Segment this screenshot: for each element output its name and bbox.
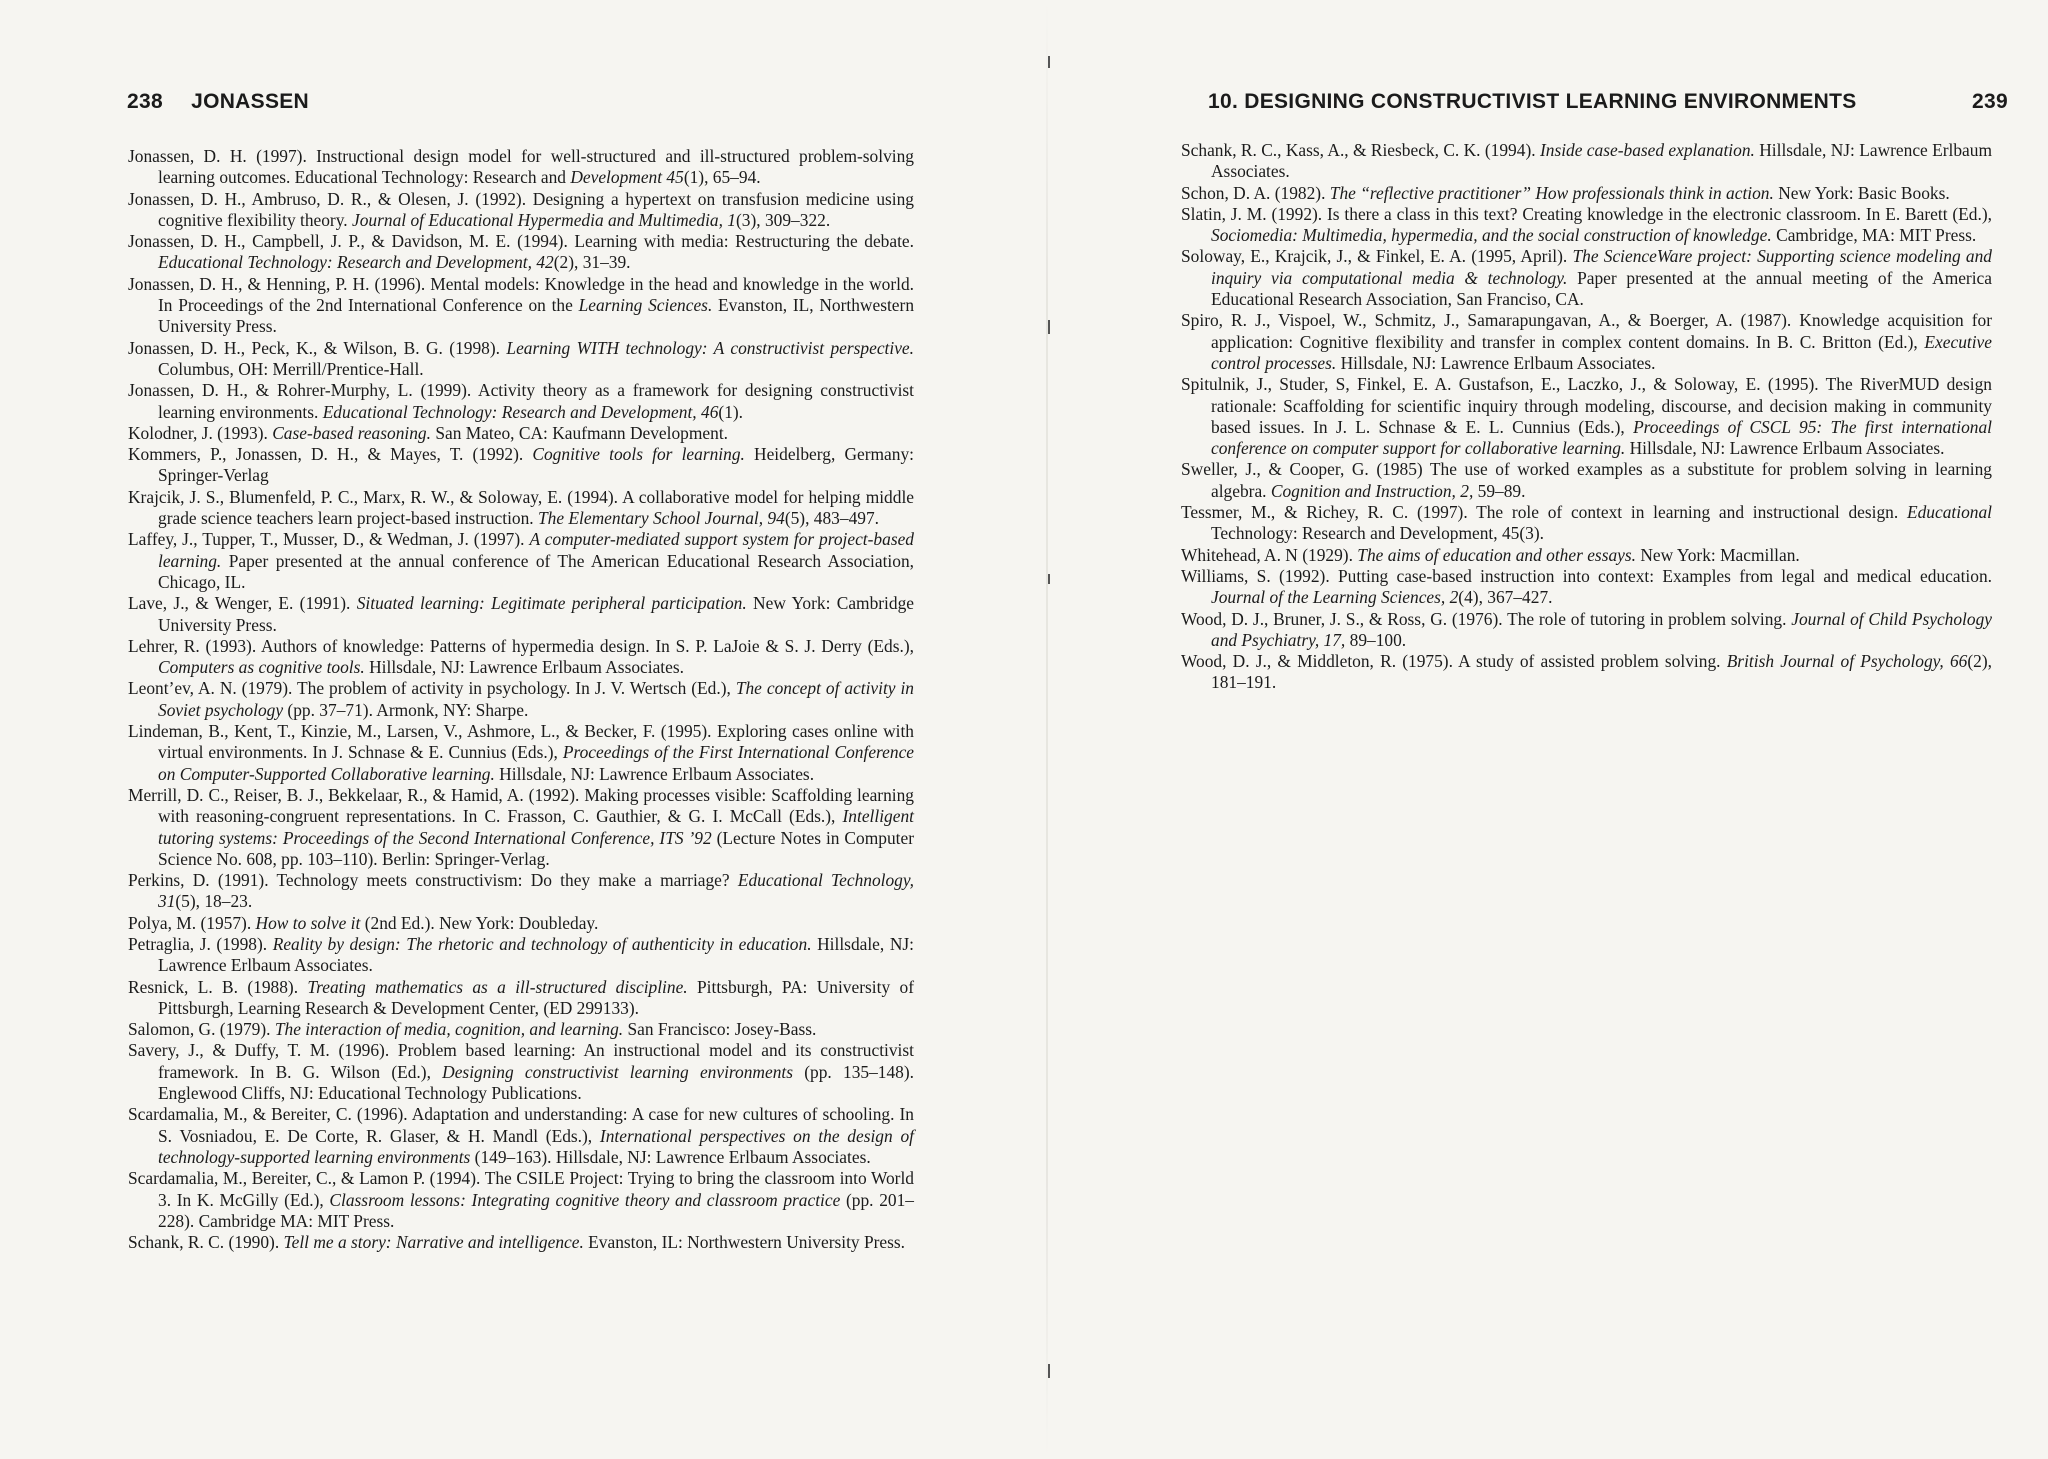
reference-text: Paper presented at the annual conference of The American Educational Research Association, Chicago, IL. [158,550,914,592]
reference-italic-text: Treating mathematics as a ill-structured discipline. [307,976,688,997]
reference-text: Slatin, J. M. (1992). Is there a class in this text? Creating knowledge in the electronic classroom. In E. Barett (Ed.), [1181,203,1992,224]
reference-italic-text: Classroom lessons: Integrating cognitive theory and classroom practice [329,1189,841,1210]
reference-text: Hillsdale, NJ: Lawrence Erlbaum Associates. [1211,140,1992,182]
reference-italic-text: Cognition and Instruction, 2, [1270,480,1474,501]
reference-text: (1). [718,401,744,422]
reference-italic-text: Inside case-based explanation. [1539,140,1755,160]
reference-text: Jonassen, D. H., & Henning, P. H. (1996). Mental models: Knowledge in the head and knowledge in the world. In Proceedings of the 2nd International Conference on the [128,273,914,316]
reference-italic-text: International perspectives on the design of technology-supported learning environments [158,1125,914,1167]
reference-italic-text: Educational [1906,502,1992,523]
reference-text: Savery, J., & Duffy, T. M. (1996). Problem based learning: An instructional model and its constructivist framework. In B. G. Wilson (Ed.), [128,1040,914,1082]
reference-entry [1181,651,1992,694]
reference-italic-text: The “reflective practitioner” How professionals think in action. [1329,182,1774,203]
reference-entry [128,785,914,870]
reference-text: Paper presented at the annual meeting of the America Educational Research Association, San Franciso, CA. [1211,267,1992,310]
reference-text: Schank, R. C., Kass, A., & Riesbeck, C. K. (1994). [1181,140,1540,160]
reference-text: (2nd Ed.). New York: Doubleday. [360,912,599,933]
reference-italic-text: Development 45 [570,167,684,188]
reference-text: Laffey, J., Tupper, T., Musser, D., & Wedman, J. (1997). [128,529,530,550]
reference-text: Tessmer, M., & Richey, R. C. (1997). The role of context in learning and instructional design. [1181,502,1907,523]
reference-italic-text: Reality by design: The rhetoric and technology of authenticity in education. [272,933,812,954]
reference-entry [1181,545,1992,566]
reference-italic-text: The concept of activity in Soviet psychology [158,678,914,720]
reference-text: Jonassen, D. H., Ambruso, D. R., & Olesen, J. (1992). Designing a hypertext on transfusion medicine using cognitive flexibility theory. [128,188,914,230]
reference-text: Pittsburgh, PA: University of Pittsburgh, Learning Research & Development Center, (ED 299133). [158,976,914,1018]
reference-entry [128,380,914,423]
reference-text: Merrill, D. C., Reiser, B. J., Bekkelaar, R., & Hamid, A. (1992). Making processes visible: Scaffolding learning with reasoning-congruent representations. In C. Frasson, C. Gauthier, & G. I. McCall (Eds.), [128,784,914,827]
reference-text: Heidelberg, Germany: Springer-Verlag [158,444,914,486]
reference-text: Schank, R. C. (1990). [128,1232,284,1253]
reference-entry [128,593,914,636]
running-header [1208,90,2008,114]
reference-entry [128,977,914,1020]
reference-text: Jonassen, D. H., & Rohrer-Murphy, L. (1999). Activity theory as a framework for designing constructivist learning environments. [128,380,914,422]
reference-italic-text: Cognitive tools for learning. [532,444,745,465]
reference-entry [128,870,914,913]
running-head: 10. DESIGNING CONSTRUCTIVIST LEARNING ENVIRONMENTS [1208,90,1857,113]
reference-italic-text: British Journal of Psychology, 66 [1726,651,1968,672]
reference-entry [128,678,914,721]
reference-text: (4), 367–427. [1458,587,1553,608]
reference-text: Kolodner, J. (1993). [128,422,273,443]
reference-italic-text: A computer-mediated support system for project-based learning. [158,529,914,571]
reference-text: Polya, M. (1957). [128,912,256,933]
reference-entry [1181,502,1992,545]
reference-entry [1181,310,1992,374]
reference-italic-text: Educational Technology: Research and Development, 46 [322,401,719,422]
reference-text: Hillsdale, NJ: Lawrence Erlbaum Associates. [1625,438,1945,459]
reference-text: Hillsdale, NJ: Lawrence Erlbaum Associates. [364,657,684,678]
reference-text: (5), 483–497. [784,508,880,529]
reference-text: Petraglia, J. (1998). [128,933,273,954]
reference-text: Hillsdale, NJ: Lawrence Erlbaum Associates. [494,763,815,784]
reference-text: Jonassen, D. H., Peck, K., & Wilson, B. G. (1998). [128,337,507,358]
reference-entry [128,231,914,274]
reference-text: Schon, D. A. (1982). [1181,182,1330,203]
reference-text: Scardamalia, M., & Bereiter, C. (1996). Adaptation and understanding: A case for new cultures of schooling. In S. Vosniadou, E. De Corte, R. Glaser, & H. Mandl (Eds.), [128,1104,914,1146]
reference-entry [128,1040,914,1104]
reference-italic-text: Journal of the Learning Sciences, 2 [1211,587,1459,608]
reference-text: Kommers, P., Jonassen, D. H., & Mayes, T. (1992). [128,444,533,465]
reference-entry [128,1168,914,1232]
reference-text: Hillsdale, NJ: Lawrence Erlbaum Associates. [158,933,914,976]
reference-italic-text: Tell me a story: Narrative and intelligence. [283,1232,584,1253]
reference-italic-text: How to solve it [255,912,361,933]
reference-entry [128,1232,914,1253]
reference-text: San Francisco: Josey-Bass. [623,1019,817,1040]
reference-list [128,146,914,1253]
reference-italic-text: Computers as cognitive tools. [158,657,365,678]
reference-text: Cambridge, MA: MIT Press. [1771,225,1977,246]
page-number: 239 [1972,90,2008,113]
reference-text: (Lecture Notes in Computer Science No. 608, pp. 103–110). Berlin: Springer-Verlag. [158,827,914,869]
reference-entry [128,1104,914,1168]
reference-italic-text: The interaction of media, cognition, and learning. [274,1019,624,1040]
reference-italic-text: Educational Technology, 31 [158,870,914,912]
scan-mark [1048,1364,1050,1378]
reference-text: (3), 309–322. [736,209,831,230]
reference-italic-text: Intelligent tutoring systems: Proceedings of the Second International Conference, ITS ’92 [158,806,914,848]
reference-text: Jonassen, D. H. (1997). Instructional design model for well-structured and ill-structured problem-solving learning outcomes. Educational Technology: Research and [128,146,914,188]
reference-text: Hillsdale, NJ: Lawrence Erlbaum Associates. [1336,352,1656,373]
reference-text: New York: Cambridge University Press. [158,593,914,635]
reference-text: New York: Basic Books. [1773,182,1950,203]
reference-text: Lindeman, B., Kent, T., Kinzie, M., Larsen, V., Ashmore, L., & Becker, F. (1995). Exploring cases online with virtual environments. In J. Schnase & E. Cunnius (Eds.), [128,721,914,763]
reference-entry [1181,204,1992,247]
reference-text: 59–89. [1473,480,1526,501]
reference-entry [128,423,914,444]
reference-entry [128,487,914,530]
reference-entry [128,529,914,593]
reference-entry [1181,140,1992,183]
reference-entry [128,934,914,977]
reference-text: Resnick, L. B. (1988). [128,976,308,997]
reference-text: Evanston, IL: Northwestern University Press. [583,1232,906,1253]
reference-text: (2), 181–191. [1211,651,1992,693]
reference-text: Columbus, OH: Merrill/Prentice-Hall. [158,358,424,379]
reference-entry [128,1019,914,1040]
reference-text: Spiro, R. J., Vispoel, W., Schmitz, J., Samarapungavan, A., & Boerger, A. (1987). Knowledge acquisition for application: Cognitive flexibility and transfer in complex content domains. In B. C. Britton (Ed.), [1181,310,1992,352]
reference-entry [128,636,914,679]
running-head: JONASSEN [191,90,310,113]
reference-text: Krajcik, J. S., Blumenfeld, P. C., Marx, R. W., & Soloway, E. (1994). A collaborative model for helping middle grade science teachers learn project-based instruction. [128,486,914,529]
reference-text: Wood, D. J., Bruner, J. S., & Ross, G. (1976). The role of tutoring in problem solving. [1181,608,1792,629]
reference-entry [128,146,914,189]
reference-entry [1181,183,1992,204]
reference-text: Whitehead, A. N (1929). [1181,544,1358,565]
reference-entry [128,721,914,785]
reference-italic-text: The Elementary School Journal, 94 [538,508,785,529]
running-header [127,90,309,114]
reference-text: (149–163). Hillsdale, NJ: Lawrence Erlbaum Associates. [470,1146,871,1167]
reference-entry [128,274,914,338]
reference-text: Wood, D. J., & Middleton, R. (1975). A study of assisted problem solving. [1181,651,1727,672]
reference-text: Soloway, E., Krajcik, J., & Finkel, E. A. (1995, April). [1181,246,1573,267]
reference-italic-text: Learning WITH technology: A constructivist perspective. [506,337,914,358]
reference-italic-text: Proceedings of CSCL 95: The first international conference on computer support for collaborative learning. [1211,416,1992,459]
reference-text: (1), 65–94. [683,167,761,188]
reference-text: Lehrer, R. (1993). Authors of knowledge: Patterns of hypermedia design. In S. P. LaJoie & S. J. Derry (Eds.), [128,635,914,656]
reference-text: Jonassen, D. H., Campbell, J. P., & Davidson, M. E. (1994). Learning with media: Restructuring the debate. [128,231,914,252]
reference-italic-text: The ScienceWare project: Supporting science modeling and inquiry via computational media & technology. [1211,246,1992,288]
reference-text: New York: Macmillan. [1636,544,1800,565]
reference-text: (pp. 37–71). Armonk, NY: Sharpe. [283,699,529,720]
reference-entry [1181,374,1992,459]
reference-text: Technology: Research and Development, 45(3). [1211,523,1544,544]
scan-mark [1048,56,1050,68]
scan-mark [1048,320,1050,334]
reference-italic-text: Journal of Educational Hypermedia and Multimedia, 1 [352,209,736,230]
reference-text: Salomon, G. (1979). [128,1019,275,1040]
reference-text: Scardamalia, M., Bereiter, C., & Lamon P. (1994). The CSILE Project: Trying to bring the classroom into World 3. In K. McGilly (Ed.), [128,1168,914,1210]
reference-text: (pp. 135–148). Englewood Cliffs, NJ: Educational Technology Publications. [158,1061,915,1104]
reference-italic-text: Learning Sciences. [578,295,713,316]
reference-text: Evanston, IL, Northwestern University Press. [158,295,915,337]
page-number: 238 [127,90,163,113]
reference-italic-text: Proceedings of the First International Conference on Computer-Supported Collaborative learning. [158,742,915,784]
reference-text: (2), 31–39. [553,252,631,273]
reference-entry [1181,566,1992,609]
reference-italic-text: The aims of education and other essays. [1357,544,1636,565]
reference-italic-text: Executive control processes. [1211,331,1992,373]
scan-mark [1048,574,1050,584]
reference-text: (5), 18–23. [175,891,253,912]
reference-italic-text: Journal of Child Psychology and Psychiatry, 17, [1211,608,1993,650]
reference-list [1181,140,1992,694]
reference-italic-text: Situated learning: Legitimate peripheral participation. [356,593,747,614]
reference-entry [1181,459,1992,502]
reference-text: San Mateo, CA: Kaufmann Development. [430,422,728,443]
reference-italic-text: Sociomedia: Multimedia, hypermedia, and the social construction of knowledge. [1211,225,1772,246]
reference-text: (pp. 201–228). Cambridge MA: MIT Press. [158,1189,914,1231]
reference-entry [128,913,914,934]
reference-text: 89–100. [1345,629,1407,650]
reference-entry [128,189,914,232]
reference-entry [128,338,914,381]
reference-text: Perkins, D. (1991). Technology meets constructivism: Do they make a marriage? [128,870,738,891]
reference-text: Sweller, J., & Cooper, G. (1985) The use of worked examples as a substitute for problem solving in learning algebra. [1181,459,1992,501]
reference-text: Williams, S. (1992). Putting case-based instruction into context: Examples from legal and medical education. [1181,565,1992,586]
reference-entry [1181,609,1992,652]
reference-italic-text: Designing constructivist learning environments [442,1061,794,1082]
reference-entry [1181,246,1992,310]
reference-italic-text: Case-based reasoning. [272,422,431,443]
reference-italic-text: Educational Technology: Research and Development, 42 [158,252,554,273]
reference-text: Spitulnik, J., Studer, S, Finkel, E. A. Gustafson, E., Laczko, J., & Soloway, E. (1995). The RiverMUD design rationale: Scaffolding for scientific inquiry through modeling, discourse, and decision making in community based issues. In J. L. Schnase & E. L. Cunnius (Eds.), [1181,374,1992,437]
reference-entry [128,444,914,487]
reference-text: Leont’ev, A. N. (1979). The problem of activity in psychology. In J. V. Wertsch (Ed.), [128,678,736,699]
reference-text: Lave, J., & Wenger, E. (1991). [128,593,357,614]
right-page [1024,0,2048,1459]
